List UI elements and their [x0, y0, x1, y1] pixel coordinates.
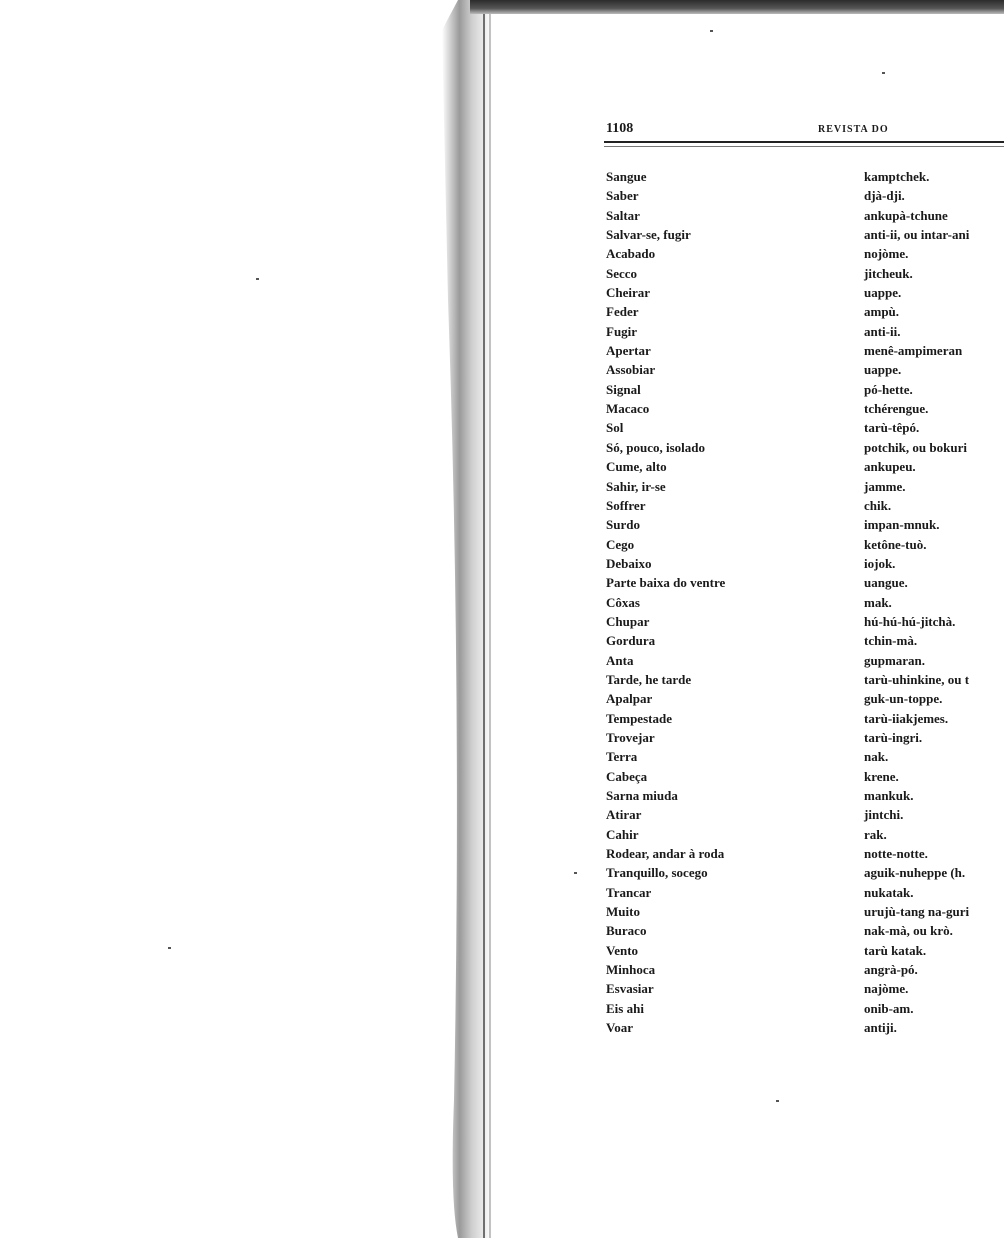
- native-term: jamme.: [864, 478, 906, 494]
- vocabulary-list: [606, 167, 1004, 1037]
- speck: [882, 72, 885, 74]
- list-item: [606, 863, 1004, 882]
- native-term: iojok.: [864, 555, 896, 571]
- portuguese-term: Surdo: [606, 517, 640, 533]
- page-top-edge: [470, 0, 1004, 14]
- list-item: [606, 767, 1004, 786]
- portuguese-term: Sol: [606, 420, 624, 436]
- list-item: [606, 709, 1004, 728]
- list-item: [606, 341, 1004, 360]
- page-number: 1108: [606, 121, 634, 136]
- portuguese-term: Cheirar: [606, 285, 651, 301]
- speck: [168, 947, 171, 949]
- portuguese-term: Muito: [606, 904, 640, 920]
- native-term: mankuk.: [864, 788, 914, 803]
- portuguese-term: Rodear, andar à roda: [606, 846, 725, 862]
- list-item: [606, 535, 1004, 554]
- portuguese-term: Sangue: [606, 169, 647, 184]
- list-item: [606, 573, 1004, 592]
- portuguese-term: Cabeça: [606, 768, 648, 784]
- list-item: [606, 883, 1004, 902]
- portuguese-term: Esvasiar: [606, 981, 654, 997]
- portuguese-term: Minhoca: [606, 962, 656, 978]
- native-term: nojòme.: [864, 246, 909, 262]
- portuguese-term: Cume, alto: [606, 459, 667, 475]
- portuguese-term: Côxas: [606, 594, 640, 610]
- portuguese-term: Tranquillo, socego: [606, 865, 708, 881]
- list-item: [606, 438, 1004, 457]
- portuguese-term: Assobiar: [606, 362, 656, 378]
- list-item: [606, 399, 1004, 418]
- list-item: [606, 612, 1004, 631]
- portuguese-term: Sahir, ir-se: [606, 478, 666, 494]
- native-term: nukatak.: [864, 884, 914, 900]
- native-term: rak.: [864, 826, 887, 842]
- portuguese-term: Salvar-se, fugir: [606, 227, 691, 243]
- list-item: [606, 1018, 1004, 1037]
- list-item: [606, 554, 1004, 573]
- list-item: [606, 651, 1004, 670]
- list-item: [606, 979, 1004, 998]
- list-item: [606, 477, 1004, 496]
- portuguese-term: Vento: [606, 942, 639, 958]
- native-term: guk-un-toppe.: [864, 691, 943, 707]
- portuguese-term: Eis ahi: [606, 1000, 644, 1016]
- native-term: chik.: [864, 497, 892, 513]
- native-term: najòme.: [864, 981, 909, 997]
- native-term: impan-mnuk.: [864, 517, 940, 533]
- list-item: [606, 167, 1004, 186]
- list-item: [606, 786, 1004, 805]
- list-item: [606, 283, 1004, 302]
- portuguese-term: Signal: [606, 381, 641, 397]
- native-term: tchérengue.: [864, 401, 929, 417]
- portuguese-term: Chupar: [606, 613, 650, 629]
- list-item: [606, 941, 1004, 960]
- native-term: jintchi.: [864, 807, 904, 823]
- list-item: [606, 225, 1004, 244]
- list-item: [606, 206, 1004, 225]
- native-term: notte-notte.: [864, 846, 928, 862]
- native-term: krene.: [864, 768, 899, 784]
- native-term: uappe.: [864, 285, 902, 301]
- list-item: [606, 496, 1004, 515]
- speck: [574, 872, 577, 874]
- portuguese-term: Fugir: [606, 323, 638, 339]
- native-term: hú-hú-hú-jitchà.: [864, 613, 956, 629]
- native-term: tarù katak.: [864, 942, 927, 958]
- running-head: REVISTA DO: [818, 124, 889, 135]
- portuguese-term: Buraco: [606, 923, 647, 939]
- native-term: gupmaran.: [864, 652, 926, 668]
- list-item: [606, 902, 1004, 921]
- portuguese-term: Apertar: [606, 343, 651, 359]
- list-item: [606, 689, 1004, 708]
- native-term: potchik, ou bokuri: [864, 439, 967, 455]
- portuguese-term: Atirar: [606, 807, 642, 823]
- portuguese-term: Gordura: [606, 633, 656, 649]
- portuguese-term: Trancar: [606, 884, 652, 900]
- list-item: [606, 244, 1004, 263]
- portuguese-term: Saber: [606, 188, 639, 204]
- list-item: [606, 670, 1004, 689]
- list-item: [606, 360, 1004, 379]
- list-item: [606, 728, 1004, 747]
- speck: [256, 278, 259, 280]
- portuguese-term: Secco: [606, 265, 638, 281]
- list-item: [606, 631, 1004, 650]
- native-term: uappe.: [864, 362, 902, 378]
- portuguese-term: Apalpar: [606, 691, 653, 707]
- native-term: ankupeu.: [864, 459, 916, 475]
- portuguese-term: Macaco: [606, 401, 650, 417]
- portuguese-term: Terra: [606, 749, 638, 765]
- native-term: urujù-tang na-guri: [864, 904, 970, 920]
- native-term: tarù-iiakjemes.: [864, 710, 949, 726]
- portuguese-term: Feder: [606, 304, 639, 320]
- native-term: menê-ampimeran: [864, 343, 963, 359]
- native-term: onib-am.: [864, 1000, 914, 1016]
- speck: [776, 1100, 779, 1102]
- portuguese-term: Só, pouco, isolado: [606, 439, 705, 455]
- native-term: ampù.: [864, 304, 900, 320]
- list-item: [606, 322, 1004, 341]
- native-term: nak.: [864, 749, 889, 765]
- native-term: kamptchek.: [864, 169, 930, 184]
- native-term: aguik-nuheppe (h.: [864, 865, 966, 881]
- portuguese-term: Tempestade: [606, 710, 672, 726]
- list-item: [606, 457, 1004, 476]
- book-spine-shadow: [440, 0, 500, 1238]
- native-term: tarù-têpó.: [864, 420, 920, 436]
- list-item: [606, 805, 1004, 824]
- portuguese-term: Voar: [606, 1020, 633, 1036]
- native-term: ankupà-tchune: [864, 207, 948, 223]
- list-item: [606, 264, 1004, 283]
- native-term: angrà-pó.: [864, 962, 918, 978]
- portuguese-term: Trovejar: [606, 729, 655, 745]
- native-term: antiji.: [864, 1020, 897, 1036]
- list-item: [606, 418, 1004, 437]
- portuguese-term: Parte baixa do ventre: [606, 575, 726, 591]
- native-term: tchin-mà.: [864, 633, 918, 649]
- list-item: [606, 921, 1004, 940]
- list-item: [606, 515, 1004, 534]
- portuguese-term: Cahir: [606, 826, 639, 842]
- list-item: [606, 844, 1004, 863]
- portuguese-term: Sarna miuda: [606, 788, 678, 803]
- native-term: anti-ii, ou intar-ani: [864, 227, 970, 243]
- header-rule: [604, 141, 1004, 147]
- native-term: djà-dji.: [864, 188, 905, 204]
- list-item: [606, 999, 1004, 1018]
- native-term: ketône-tuò.: [864, 536, 927, 552]
- native-term: tarù-ingri.: [864, 729, 923, 745]
- native-term: anti-ii.: [864, 323, 901, 339]
- portuguese-term: Acabado: [606, 246, 656, 262]
- native-term: uangue.: [864, 575, 908, 591]
- native-term: mak.: [864, 594, 892, 610]
- list-item: [606, 960, 1004, 979]
- portuguese-term: Saltar: [606, 207, 640, 223]
- native-term: tarù-uhinkine, ou t: [864, 671, 970, 687]
- portuguese-term: Tarde, he tarde: [606, 671, 692, 687]
- native-term: pó-hette.: [864, 381, 913, 397]
- portuguese-term: Anta: [606, 652, 634, 668]
- portuguese-term: Debaixo: [606, 555, 652, 571]
- portuguese-term: Cego: [606, 536, 635, 552]
- portuguese-term: Soffrer: [606, 497, 646, 513]
- list-item: [606, 747, 1004, 766]
- native-term: nak-mà, ou krò.: [864, 923, 953, 939]
- list-item: [606, 593, 1004, 612]
- speck: [710, 30, 713, 32]
- list-item: [606, 380, 1004, 399]
- list-item: [606, 825, 1004, 844]
- list-item: [606, 302, 1004, 321]
- native-term: jitcheuk.: [864, 265, 913, 281]
- list-item: [606, 186, 1004, 205]
